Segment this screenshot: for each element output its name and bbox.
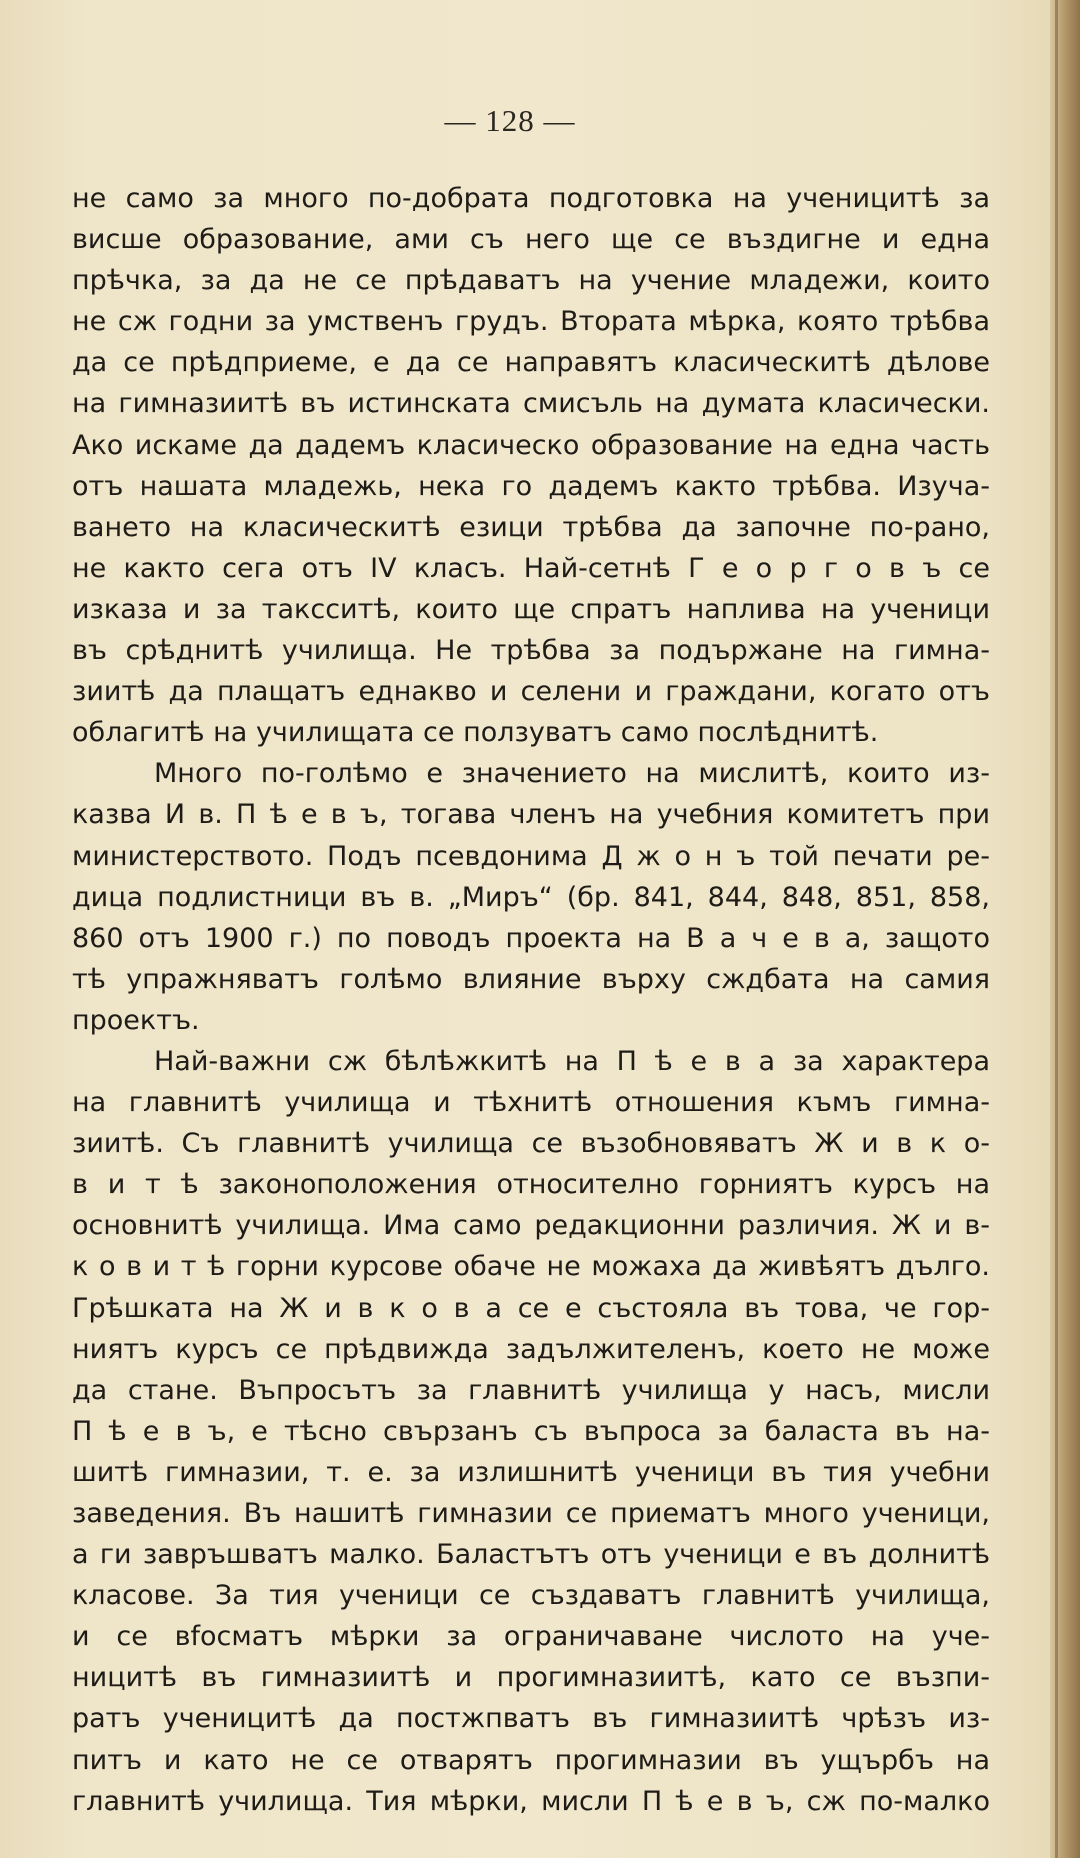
- text-line: министерството. Подъ псевдонима Д ж о н ъ той печати ре-: [72, 840, 990, 872]
- text-line: въ срѣднитѣ училища. Не трѣбва за подържане на гимна-: [72, 635, 990, 667]
- text-line: ниятъ курсъ се прѣдвижда задължителенъ, което не може: [72, 1333, 990, 1365]
- text-line: тѣ упражняватъ голѣмо влияние върху сждбата на самия: [72, 963, 990, 995]
- text-line: основнитѣ училища. Има само редакционни различия. Ж и в-: [72, 1210, 990, 1242]
- text-line: на гимназиитѣ въ истинската смисъль на думата класически.: [72, 388, 990, 420]
- text-line: проектъ.: [72, 1004, 200, 1036]
- text-line: на главнитѣ училища и тѣхнитѣ отношения къмъ гимна-: [72, 1087, 990, 1119]
- text-line: ратъ ученицитѣ да постжпватъ въ гимназиитѣ чрѣзъ из-: [72, 1703, 990, 1735]
- page-number: — 128 —: [444, 103, 576, 138]
- text-line: не както сега отъ IV класъ. Най-сетнѣ Г е о р г о в ъ се: [72, 552, 990, 584]
- text-line: Грѣшката на Ж и в к о в а се е състояла въ това, че гор-: [72, 1292, 990, 1324]
- text-line: не сж годни за умственъ грудъ. Втората мѣрка, която трѣбва: [72, 306, 990, 338]
- text-line: Ако искаме да дадемъ класическо образование на една часть: [72, 429, 990, 461]
- text-line: прѣчка, за да не се прѣдаватъ на учение младежи, които: [72, 265, 990, 297]
- text-line: изказа и за таксситѣ, които ще спратъ наплива на ученици: [72, 593, 990, 625]
- text-line: питъ и като не се отварятъ прогимназии въ ущърбъ на: [72, 1744, 990, 1776]
- text-line: не само за много по-добрата подготовка на ученицитѣ за: [72, 183, 990, 214]
- text-line: Най-важни сж бѣлѣжкитѣ на П ѣ е в а за характера: [154, 1045, 990, 1077]
- text-line: и се вfocматъ мѣрки за ограничаване числото на уче-: [72, 1621, 990, 1653]
- text-line: в и т ѣ законоположения относително горниятъ курсъ на: [72, 1169, 990, 1201]
- text-line: главнитѣ училища. Тия мѣрки, мисли П ѣ е в ъ, сж по-малко: [72, 1785, 990, 1817]
- body-text: [72, 178, 990, 1822]
- book-spine-edge: [1055, 0, 1058, 1858]
- text-line: П ѣ е в ъ, е тѣсно свързанъ съ въпроса за баласта въ на-: [72, 1415, 990, 1447]
- text-line: к о в и т ѣ горни курсове обаче не можаха да живѣятъ дълго.: [72, 1251, 990, 1283]
- text-line: зиитѣ да плащатъ еднакво и селени и граждани, когато отъ: [72, 676, 990, 708]
- text-line: да се прѣдприеме, е да се направятъ класическитѣ дѣлове: [72, 347, 990, 379]
- text-line: ницитѣ въ гимназиитѣ и прогимназиитѣ, като се възпи-: [72, 1662, 990, 1694]
- text-line: класове. За тия ученици се създаватъ главнитѣ училища,: [72, 1580, 990, 1612]
- text-line: отъ нашата младежь, нека го дадемъ както трѣбва. Изуча-: [72, 470, 990, 502]
- text-line: 860 отъ 1900 г.) по поводъ проекта на В а ч е в а, защото: [72, 922, 990, 954]
- text-line: а ги завръшватъ малко. Баластътъ отъ ученици е въ долнитѣ: [72, 1539, 990, 1571]
- text-line: шитѣ гимназии, т. е. за излишнитѣ ученици въ тия учебни: [72, 1456, 990, 1488]
- text-line: облагитѣ на училищата се ползуватъ само послѣднитѣ.: [72, 717, 879, 749]
- text-line: да стане. Въпросътъ за главнитѣ училища у насъ, мисли: [72, 1374, 990, 1406]
- text-line: висше образование, ами съ него ще се въздигне и една: [72, 224, 990, 256]
- text-line: заведения. Въ нашитѣ гимназии се приематъ много ученици,: [72, 1498, 990, 1529]
- text-line: казва И в. П ѣ е в ъ, тогава членъ на учебния комитетъ при: [72, 799, 990, 831]
- text-line: зиитѣ. Съ главнитѣ училища се възобновяватъ Ж и в к о-: [72, 1128, 990, 1160]
- text-line: дица подлистници въ в. „Миръ“ (бр. 841, 844, 848, 851, 858,: [72, 881, 990, 913]
- text-line: Много по-голѣмо е значението на мислитѣ, които из-: [154, 758, 990, 790]
- text-line: ването на класическитѣ езици трѣбва да започне по-рано,: [72, 511, 990, 543]
